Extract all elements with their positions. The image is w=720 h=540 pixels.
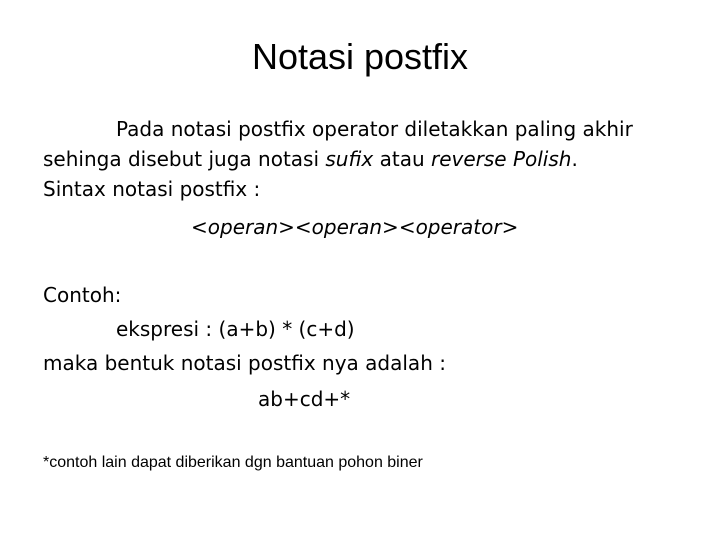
footnote: *contoh lain dapat diberikan dgn bantuan pohon biner [43,454,423,471]
syntax-pattern: <operan><operan><operator> [191,215,519,239]
example-expression: ekspresi : (a+b) * (c+d) [116,317,355,341]
paragraph-line-1: Pada notasi postfix operator diletakkan paling akhir [116,117,633,141]
paragraph-line-3: Sintax notasi postfix : [43,177,261,201]
term-sufix: sufix [325,147,374,171]
slide-title: Notasi postfix [251,36,469,77]
example-heading: Contoh: [43,283,122,307]
line2-prefix: sehinga disebut juga notasi [43,147,326,171]
example-result: ab+cd+* [258,387,351,411]
line2-connector: atau [373,147,431,171]
term-reverse-polish: reverse Polish [430,147,572,171]
line2-period: . [571,147,578,171]
paragraph-line-2 [43,146,578,172]
example-result-label: maka bentuk notasi postfix nya adalah : [43,351,446,375]
